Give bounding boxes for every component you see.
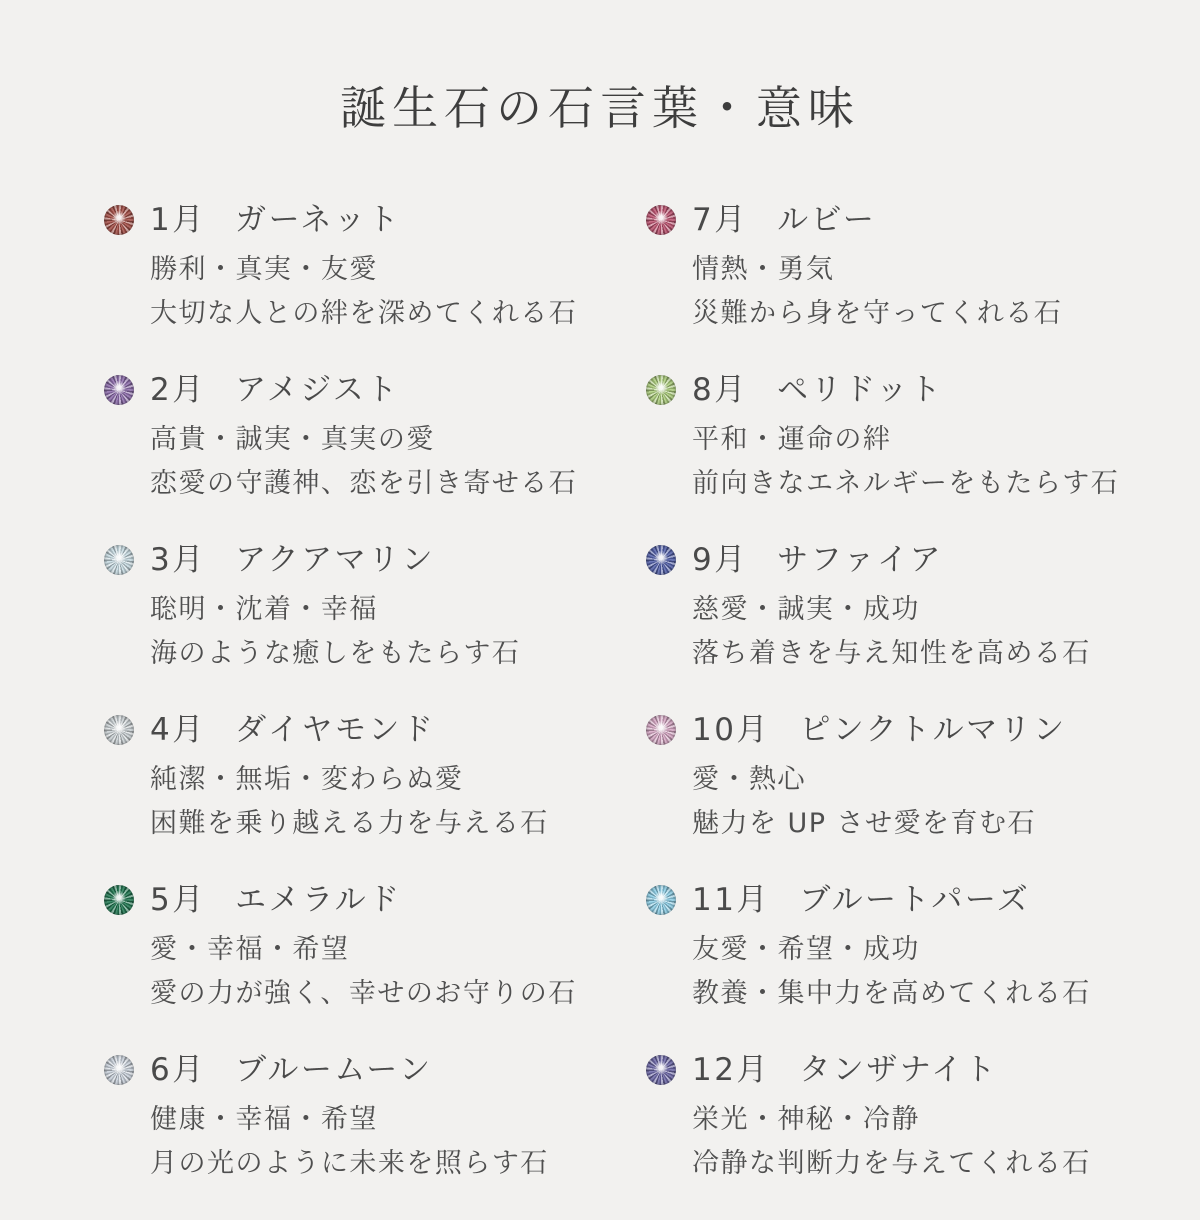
entry-heading bbox=[646, 710, 1140, 750]
entry-heading bbox=[104, 880, 622, 920]
stone-meanings: 勝利・真実・友愛 bbox=[150, 254, 378, 285]
month-entry-january bbox=[104, 200, 622, 336]
garnet-gem-icon bbox=[104, 205, 134, 235]
entry-heading bbox=[104, 200, 622, 240]
month-entry-may bbox=[104, 880, 622, 1016]
month-entry-october bbox=[622, 710, 1140, 846]
stone-name: ブルームーン bbox=[235, 1052, 433, 1088]
month-label: 10月 bbox=[692, 712, 770, 748]
stone-name: ガーネット bbox=[235, 202, 401, 238]
month-entry-december bbox=[622, 1050, 1140, 1186]
entry-heading bbox=[646, 540, 1140, 580]
ruby-gem-icon bbox=[646, 205, 676, 235]
stone-meanings: 愛・幸福・希望 bbox=[150, 934, 350, 965]
stone-description: 落ち着きを与え知性を高める石 bbox=[692, 638, 1091, 669]
month-label: 11月 bbox=[692, 882, 770, 918]
stone-meanings: 純潔・無垢・変わらぬ愛 bbox=[150, 764, 464, 795]
stone-description: 災難から身を守ってくれる石 bbox=[692, 298, 1063, 329]
stone-description: 恋愛の守護神、恋を引き寄せる石 bbox=[150, 468, 578, 499]
stone-name: アクアマリン bbox=[235, 542, 436, 578]
month-label: 3月 bbox=[150, 542, 206, 578]
entry-body bbox=[692, 758, 1140, 846]
month-label: 2月 bbox=[150, 372, 206, 408]
stone-description: 月の光のように未来を照らす石 bbox=[150, 1148, 549, 1179]
month-entry-september bbox=[622, 540, 1140, 676]
stone-meanings: 慈愛・誠実・成功 bbox=[692, 594, 920, 625]
stone-meanings: 情熱・勇気 bbox=[692, 254, 835, 285]
entry-heading bbox=[104, 370, 622, 410]
pink-tourmaline-gem-icon bbox=[646, 715, 676, 745]
entry-heading bbox=[104, 540, 622, 580]
stone-meanings: 健康・幸福・希望 bbox=[150, 1104, 378, 1135]
entry-heading bbox=[646, 200, 1140, 240]
entry-body bbox=[150, 1098, 622, 1186]
stone-meanings: 平和・運命の絆 bbox=[692, 424, 892, 455]
left-column bbox=[104, 200, 622, 1220]
month-label: 8月 bbox=[692, 372, 748, 408]
stone-description: 困難を乗り越える力を与える石 bbox=[150, 808, 549, 839]
aquamarine-gem-icon bbox=[104, 545, 134, 575]
months-grid bbox=[0, 200, 1200, 1220]
entry-heading bbox=[646, 370, 1140, 410]
entry-body bbox=[692, 248, 1140, 336]
stone-name: タンザナイト bbox=[799, 1052, 999, 1088]
blue-moon-gem-icon bbox=[104, 1055, 134, 1085]
month-label: 12月 bbox=[692, 1052, 770, 1088]
month-entry-july bbox=[622, 200, 1140, 336]
entry-body bbox=[692, 1098, 1140, 1186]
amethyst-gem-icon bbox=[104, 375, 134, 405]
stone-name: ピンクトルマリン bbox=[799, 712, 1067, 748]
entry-body bbox=[150, 928, 622, 1016]
entry-body bbox=[150, 758, 622, 846]
entry-heading bbox=[104, 710, 622, 750]
entry-heading bbox=[646, 880, 1140, 920]
tanzanite-gem-icon bbox=[646, 1055, 676, 1085]
entry-body bbox=[150, 418, 622, 506]
page-title: 誕生石の石言葉・意味 bbox=[340, 83, 860, 134]
month-label: 1月 bbox=[150, 202, 206, 238]
month-label: 5月 bbox=[150, 882, 206, 918]
entry-body bbox=[150, 248, 622, 336]
stone-name: ダイヤモンド bbox=[235, 712, 436, 748]
stone-description: 大切な人との絆を深めてくれる石 bbox=[150, 298, 578, 329]
entry-heading bbox=[646, 1050, 1140, 1090]
stone-meanings: 高貴・誠実・真実の愛 bbox=[150, 424, 435, 455]
stone-description: 教養・集中力を高めてくれる石 bbox=[692, 978, 1091, 1009]
stone-description: 魅力を UP させ愛を育む石 bbox=[692, 808, 1036, 839]
stone-name: アメジスト bbox=[235, 372, 400, 408]
entry-body bbox=[150, 588, 622, 676]
month-label: 4月 bbox=[150, 712, 206, 748]
stone-description: 前向きなエネルギーをもたらす石 bbox=[692, 468, 1120, 499]
stone-name: ブルートパーズ bbox=[799, 882, 1031, 918]
peridot-gem-icon bbox=[646, 375, 676, 405]
month-label: 7月 bbox=[692, 202, 748, 238]
stone-description: 冷静な判断力を与えてくれる石 bbox=[692, 1148, 1091, 1179]
sapphire-gem-icon bbox=[646, 545, 676, 575]
emerald-gem-icon bbox=[104, 885, 134, 915]
entry-heading bbox=[104, 1050, 622, 1090]
month-entry-april bbox=[104, 710, 622, 846]
month-entry-february bbox=[104, 370, 622, 506]
right-column bbox=[622, 200, 1140, 1220]
diamond-gem-icon bbox=[104, 715, 134, 745]
blue-topaz-gem-icon bbox=[646, 885, 676, 915]
month-entry-november bbox=[622, 880, 1140, 1016]
month-entry-march bbox=[104, 540, 622, 676]
stone-name: ルビー bbox=[777, 202, 877, 238]
month-label: 6月 bbox=[150, 1052, 206, 1088]
stone-meanings: 愛・熱心 bbox=[692, 764, 806, 795]
stone-name: サファイア bbox=[777, 542, 943, 578]
stone-description: 愛の力が強く、幸せのお守りの石 bbox=[150, 978, 577, 1009]
stone-meanings: 聡明・沈着・幸福 bbox=[150, 594, 378, 625]
entry-body bbox=[692, 588, 1140, 676]
stone-description: 海のような癒しをもたらす石 bbox=[150, 638, 521, 669]
entry-body bbox=[692, 418, 1140, 506]
stone-meanings: 友愛・希望・成功 bbox=[692, 934, 920, 965]
stone-name: エメラルド bbox=[235, 882, 402, 918]
stone-meanings: 栄光・神秘・冷静 bbox=[692, 1104, 920, 1135]
month-entry-june bbox=[104, 1050, 622, 1186]
entry-body bbox=[692, 928, 1140, 1016]
month-label: 9月 bbox=[692, 542, 748, 578]
month-entry-august bbox=[622, 370, 1140, 506]
stone-name: ペリドット bbox=[777, 372, 944, 408]
